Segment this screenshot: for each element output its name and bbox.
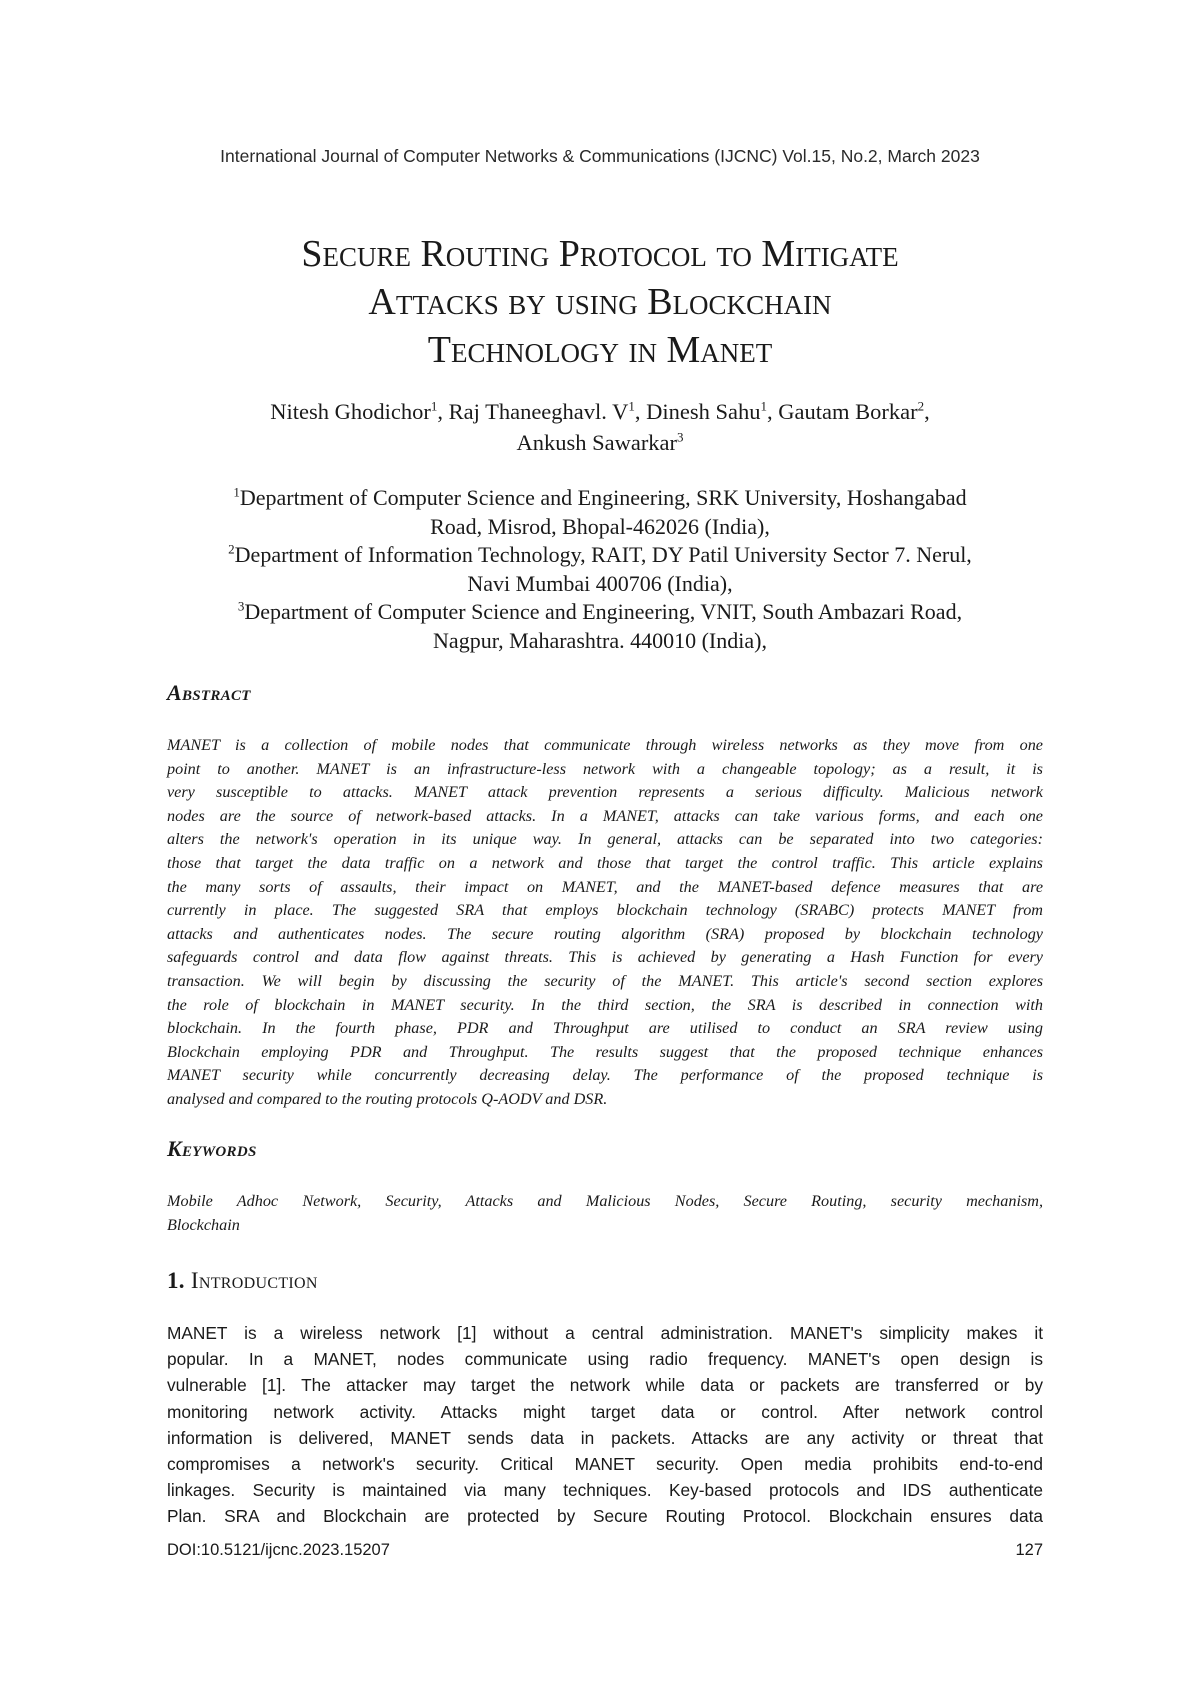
keywords-heading: Keywords xyxy=(167,1136,257,1161)
author-affil-mark: 1 xyxy=(430,398,438,414)
affiliation-list xyxy=(140,484,1060,655)
abstract-heading: Abstract xyxy=(167,680,251,705)
intro-line: popular. In a MANET, nodes communicate using radio frequency. MANET's open design is xyxy=(167,1349,1043,1370)
paper-title xyxy=(140,230,1060,374)
affiliation-text: Department of Computer Science and Engineering, VNIT, South Ambazari Road, xyxy=(244,599,963,624)
section-number: 1. xyxy=(167,1268,185,1293)
title-line: Technology in Manet xyxy=(427,329,773,371)
running-head: International Journal of Computer Networks & Communications (IJCNC) Vol.15, No.2, March 2023 xyxy=(220,146,980,166)
author-list xyxy=(140,396,1060,458)
author-line xyxy=(140,427,1060,458)
intro-line: compromises a network's security. Critical MANET security. Open media prohibits end-to-end xyxy=(167,1454,1043,1475)
affiliation-text: Department of Computer Science and Engineering, SRK University, Hoshangabad xyxy=(239,485,967,510)
abstract-line: alters the network's operation in its unique way. In general, attacks can be separated into two categories: xyxy=(167,830,1043,849)
abstract-text xyxy=(167,734,1043,1112)
introduction-heading xyxy=(167,1268,318,1294)
abstract-line: Blockchain employing PDR and Throughput. The results suggest that the proposed technique enhances xyxy=(167,1042,1043,1061)
intro-line: information is delivered, MANET sends data in packets. Attacks are any activity or threat that xyxy=(167,1427,1043,1448)
author-affil-mark: 3 xyxy=(677,429,684,445)
affiliation-mark: 3 xyxy=(237,598,245,614)
author-line: Nitesh Ghodichor$^1$, Raj Thaneeghavl. $V^1$, Dinesh Sahu$^1$, Gautam Borkar$^2$, xyxy=(270,398,930,424)
author-affil-mark: 2 xyxy=(917,398,925,414)
intro-line: MANET is a wireless network [1] without a central administration. MANET's simplicity makes it xyxy=(167,1323,1043,1343)
affiliation-line: Road, Misrod, Bhopal-462026 (India), xyxy=(430,513,770,539)
keywords-line: Mobile Adhoc Network, Security, Attacks and Malicious Nodes, Secure Routing, security mechanism, xyxy=(167,1192,1043,1210)
keywords-line: Blockchain xyxy=(167,1215,240,1234)
author-name: Raj Thaneeghavl. V xyxy=(448,399,629,424)
affiliation-line: Nagpur, Maharashtra. 440010 (India), xyxy=(433,627,767,653)
abstract-line: the role of blockchain in MANET security. In the third section, the SRA is described in connection with xyxy=(167,995,1043,1014)
abstract-line: those that target the data traffic on a network and those that target the control traffic. This article explains xyxy=(167,853,1043,872)
affiliation-line xyxy=(140,598,1060,627)
abstract-line: the many sorts of assaults, their impact on MANET, and the MANET-based defence measures that are xyxy=(167,877,1043,896)
keywords-text xyxy=(167,1190,1043,1237)
abstract-line: nodes are the source of network-based attacks. In a MANET, attacks can take various forms, and each one xyxy=(167,806,1043,825)
abstract-line: analysed and compared to the routing protocols Q-AODV and DSR. xyxy=(167,1089,608,1108)
intro-line: linkages. Security is maintained via many techniques. Key-based protocols and IDS authenticate xyxy=(167,1480,1043,1501)
abstract-line: very susceptible to attacks. MANET attack prevention represents a serious difficulty. Malicious network xyxy=(167,783,1043,802)
affiliation-mark: 1 xyxy=(233,484,240,500)
title-line: Secure Routing Protocol to Mitigate xyxy=(301,233,899,275)
affiliation-text: Department of Information Technology, RAIT, DY Patil University Sector 7. Nerul, xyxy=(234,542,972,567)
author-affil-mark: 1 xyxy=(628,398,635,414)
page-number: 127 xyxy=(1015,1541,1043,1559)
affiliation-line xyxy=(140,541,1060,570)
abstract-line: blockchain. In the fourth phase, PDR and Throughput are utilised to conduct an SRA review using xyxy=(167,1019,1043,1038)
abstract-line: currently in place. The suggested SRA that employs blockchain technology (SRABC) protects MANET from xyxy=(167,901,1043,920)
abstract-line: MANET security while concurrently decreasing delay. The performance of the proposed technique is xyxy=(167,1066,1043,1085)
abstract-line: transaction. We will begin by discussing the security of the MANET. This article's second section explores xyxy=(167,971,1043,990)
abstract-line: point to another. MANET is an infrastructure-less network with a changeable topology; as a result, it is xyxy=(167,759,1043,778)
section-title: Introduction xyxy=(190,1268,318,1293)
abstract-line: MANET is a collection of mobile nodes that communicate through wireless networks as they move from one xyxy=(167,736,1043,754)
intro-line: monitoring network activity. Attacks might target data or control. After network control xyxy=(167,1401,1043,1422)
abstract-line: attacks and authenticates nodes. The secure routing algorithm (SRA) proposed by blockchain technology xyxy=(167,924,1043,943)
author-name: Gautam Borkar xyxy=(778,399,918,424)
intro-line: Plan. SRA and Blockchain are protected by Secure Routing Protocol. Blockchain ensures data xyxy=(167,1506,1043,1527)
author-name: Dinesh Sahu xyxy=(646,399,761,424)
affiliation-mark: 2 xyxy=(228,541,235,557)
author-name: Nitesh Ghodichor xyxy=(270,399,431,424)
abstract-line: safeguards control and data flow against threats. This is achieved by generating a Hash Function for every xyxy=(167,948,1043,967)
affiliation-line: Navi Mumbai 400706 (India), xyxy=(467,570,733,596)
title-line: Attacks by using Blockchain xyxy=(368,281,832,323)
author-affil-mark: 1 xyxy=(760,398,767,414)
footer-doi: DOI:10.5121/ijcnc.2023.15207 xyxy=(167,1541,390,1559)
affiliation-line xyxy=(140,484,1060,513)
introduction-text xyxy=(167,1320,1043,1530)
author-name: Ankush Sawarkar xyxy=(516,430,678,455)
intro-line: vulnerable [1]. The attacker may target the network while data or packets are transferred or by xyxy=(167,1375,1043,1396)
